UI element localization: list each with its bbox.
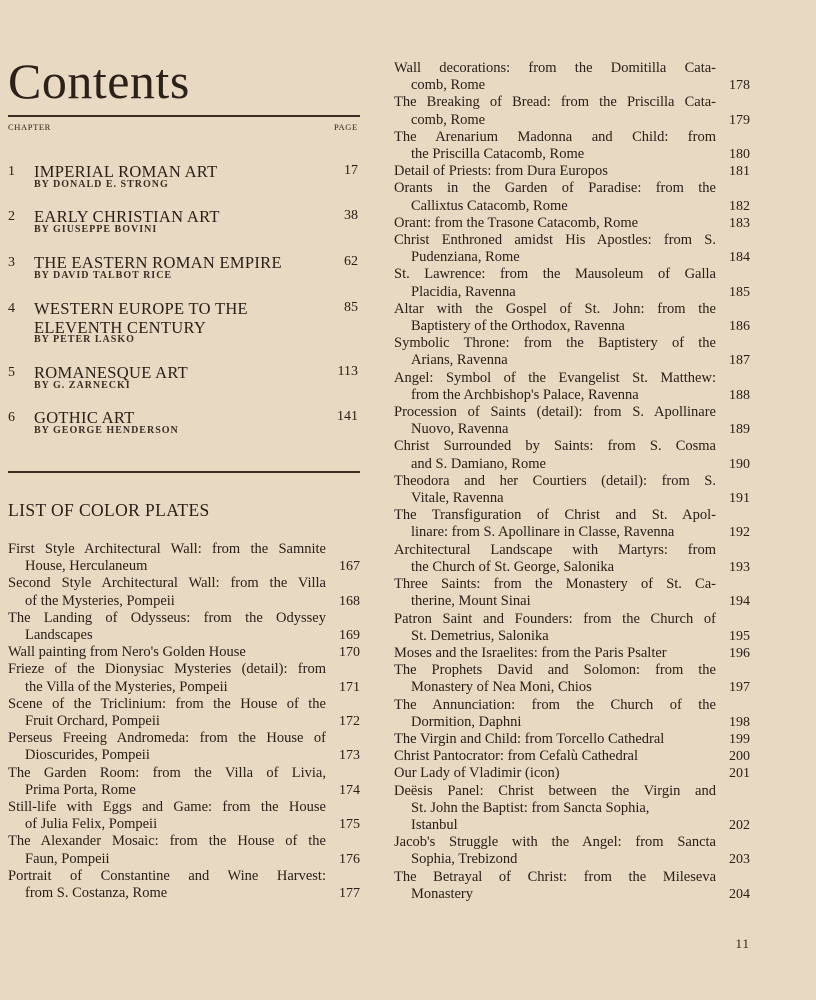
plate-title-line: The Arenarium Madonna and Child: from <box>394 128 716 145</box>
plate-page: 193 <box>729 559 750 575</box>
plate-page: 196 <box>729 645 750 661</box>
plate-entry <box>394 765 750 782</box>
plate-page: 198 <box>729 714 750 730</box>
plate-title-line: Prima Porta, Rome <box>25 781 136 798</box>
plate-title-line: Frieze of the Dionysiac Mysteries (detail): from <box>8 661 326 678</box>
plate-title-line: The Virgin and Child: from Torcello Cathedral <box>394 730 665 747</box>
plate-entry <box>394 215 750 232</box>
plate-title-line: St. Demetrius, Salonika <box>411 627 549 644</box>
plate-page: 189 <box>729 422 750 438</box>
plate-title-line: The Alexander Mosaic: from the House of the <box>8 833 326 850</box>
chapter-number: 6 <box>8 410 15 425</box>
plate-title-line: from the Archbishop's Palace, Ravenna <box>411 386 639 403</box>
plate-entry <box>394 163 750 180</box>
plate-title-line: the Villa of the Mysteries, Pompeii <box>25 678 228 695</box>
chapter-number: 1 <box>8 164 15 179</box>
plate-title-line: Orant: from the Trasone Catacomb, Rome <box>394 214 639 231</box>
plate-title-line: The Garden Room: from the Villa of Livia, <box>8 764 326 781</box>
plate-entry <box>8 661 360 695</box>
plate-entry <box>394 697 750 731</box>
plate-entry <box>394 404 750 438</box>
chapter-title: WESTERN EUROPE TO THE ELEVENTH CENTURY <box>34 299 248 337</box>
plate-page: 179 <box>729 112 750 128</box>
plate-title-line: Deësis Panel: Christ between the Virgin and <box>394 782 716 799</box>
chapter-title: EARLY CHRISTIAN ART <box>34 207 220 226</box>
plate-page: 174 <box>339 782 360 798</box>
plate-title-line: The Betrayal of Christ: from the Mileseva <box>394 868 716 885</box>
plate-entry <box>394 266 750 300</box>
plate-entry <box>394 301 750 335</box>
plate-title-line: Christ Pantocrator: from Cefalù Cathedral <box>394 748 639 765</box>
chapter-page: 38 <box>344 208 358 223</box>
plate-page: 194 <box>729 594 750 610</box>
plate-page: 195 <box>729 628 750 644</box>
plate-title-line: First Style Architectural Wall: from the Samnite <box>8 541 326 557</box>
plate-title-line: Placidia, Ravenna <box>411 283 516 300</box>
chapter-page: 141 <box>337 409 358 424</box>
plate-page: 188 <box>729 387 750 403</box>
plate-page: 191 <box>729 491 750 507</box>
plate-page: 177 <box>339 886 360 902</box>
plate-entry <box>394 438 750 472</box>
plate-title-line: Still-life with Eggs and Game: from the House <box>8 799 326 816</box>
plate-entry <box>394 748 750 765</box>
plate-entry <box>394 542 750 576</box>
plate-entry <box>394 129 750 163</box>
plate-title-line: House, Herculaneum <box>25 558 148 575</box>
plate-title-line: the Priscilla Catacomb, Rome <box>411 146 585 163</box>
plate-title-line: Our Lady of Vladimir (icon) <box>394 765 560 782</box>
plate-page: 186 <box>729 319 750 335</box>
chapter-page: 17 <box>344 163 358 178</box>
plate-entry <box>394 60 750 94</box>
plate-entry <box>8 799 360 833</box>
plate-title-line: Baptistery of the Orthodox, Ravenna <box>411 318 625 335</box>
plate-title-line: from S. Costanza, Rome <box>25 885 168 902</box>
plate-page: 200 <box>729 749 750 765</box>
plate-title-line: Nuovo, Ravenna <box>411 421 509 438</box>
plate-page: 184 <box>729 250 750 266</box>
plate-title-line: Arians, Ravenna <box>411 352 508 369</box>
chapter-page: 62 <box>344 254 358 269</box>
plate-entry <box>8 696 360 730</box>
plate-entry <box>8 644 360 661</box>
plates-right-column <box>394 60 750 903</box>
chapter-author: BY DONALD E. STRONG <box>34 179 169 190</box>
plate-entry <box>8 730 360 764</box>
plate-entry <box>394 576 750 610</box>
chapter-author: BY DAVID TALBOT RICE <box>34 270 173 281</box>
plate-page: 170 <box>339 645 360 661</box>
plate-title-line: Detail of Priests: from Dura Europos <box>394 163 608 180</box>
chapter-author: BY PETER LASKO <box>34 334 135 345</box>
plate-page: 178 <box>729 78 750 94</box>
plate-title-line: Landscapes <box>25 627 93 644</box>
plate-title-line: Architectural Landscape with Martyrs: from <box>394 541 716 558</box>
plate-title-line: Pudenziana, Rome <box>411 249 520 266</box>
plate-entry <box>394 662 750 696</box>
plate-title-line: comb, Rome <box>411 77 486 94</box>
plate-page: 181 <box>729 164 750 180</box>
plate-title-line: Scene of the Triclinium: from the House of the <box>8 695 326 712</box>
page-title: Contents <box>8 53 190 109</box>
plate-title-line: Angel: Symbol of the Evangelist St. Matthew: <box>394 369 716 386</box>
plate-page: 203 <box>729 852 750 868</box>
plate-page: 183 <box>729 215 750 231</box>
plate-title-line: Jacob's Struggle with the Angel: from Sancta <box>394 834 716 851</box>
plate-title-line: Christ Enthroned amidst His Apostles: from S. <box>394 232 716 249</box>
plate-entry <box>394 473 750 507</box>
plate-entry <box>8 575 360 609</box>
plate-page: 187 <box>729 353 750 369</box>
plate-title-line: Vitale, Ravenna <box>411 490 504 507</box>
chapter-author: BY GIUSEPPE BOVINI <box>34 224 158 235</box>
plate-title-line: St. Lawrence: from the Mausoleum of Galla <box>394 266 716 283</box>
plate-entry <box>8 868 360 902</box>
plate-entry <box>394 335 750 369</box>
chapter-author: BY G. ZARNECKI <box>34 380 131 391</box>
chapter-page: 113 <box>337 364 358 379</box>
plate-title-line: Procession of Saints (detail): from S. Apollinare <box>394 404 716 421</box>
plate-title-line: Three Saints: from the Monastery of St. Ca- <box>394 576 716 593</box>
plate-title-line: Dormition, Daphni <box>411 713 522 730</box>
plate-page: 185 <box>729 284 750 300</box>
plate-title-line: Moses and the Israelites: from the Paris Psalter <box>394 644 667 661</box>
plate-title-line: the Church of St. George, Salonika <box>411 558 615 575</box>
plate-title-line: Wall decorations: from the Domitilla Cata- <box>394 60 716 76</box>
plate-entry <box>8 765 360 799</box>
plate-title-line: The Annunciation: from the Church of the <box>394 696 716 713</box>
plate-page: 168 <box>339 593 360 609</box>
plate-entry <box>394 645 750 662</box>
plate-title-line: Wall painting from Nero's Golden House <box>8 644 246 661</box>
page-number: 11 <box>735 936 750 951</box>
plate-page: 199 <box>729 731 750 747</box>
plate-title-line: Orants in the Garden of Paradise: from the <box>394 180 716 197</box>
plate-title-line: therine, Mount Sinai <box>411 593 531 610</box>
plate-entry <box>8 833 360 867</box>
chapter-page: 85 <box>344 300 358 315</box>
plates-title: LIST OF COLOR PLATES <box>8 500 210 520</box>
plate-page: 192 <box>729 525 750 541</box>
plate-page: 176 <box>339 851 360 867</box>
plate-title-line: Sophia, Trebizond <box>411 851 518 868</box>
plate-title-line: Perseus Freeing Andromeda: from the House of <box>8 730 326 747</box>
plate-title-line: Second Style Architectural Wall: from the Villa <box>8 575 326 592</box>
plate-entry <box>394 783 750 835</box>
chapter-author: BY GEORGE HENDERSON <box>34 425 179 436</box>
plate-title-line: Altar with the Gospel of St. John: from the <box>394 300 716 317</box>
plate-page: 171 <box>339 679 360 695</box>
plate-title-line: Fruit Orchard, Pompeii <box>25 713 160 730</box>
plate-page: 202 <box>729 817 750 833</box>
chapter-number: 4 <box>8 301 15 316</box>
plate-title-line: Faun, Pompeii <box>25 850 110 867</box>
section-rule <box>8 471 360 473</box>
plate-page: 175 <box>339 817 360 833</box>
plate-entry <box>394 834 750 868</box>
chapter-number: 5 <box>8 365 15 380</box>
chapter-header: CHAPTER <box>8 122 51 132</box>
plate-page: 204 <box>729 886 750 902</box>
plate-title-line: linare: from S. Apollinare in Classe, Ravenna <box>411 524 675 541</box>
plate-title-line: Christ Surrounded by Saints: from S. Cosma <box>394 438 716 455</box>
chapter-title: GOTHIC ART <box>34 408 135 427</box>
plate-title-line: Patron Saint and Founders: from the Church of <box>394 610 716 627</box>
chapter-number: 3 <box>8 255 15 270</box>
plate-title-line: The Prophets David and Solomon: from the <box>394 662 716 679</box>
plate-title-line: Symbolic Throne: from the Baptistery of the <box>394 335 716 352</box>
plate-title-line: The Breaking of Bread: from the Priscilla Cata- <box>394 94 716 111</box>
plate-entry <box>394 370 750 404</box>
plate-page: 172 <box>339 714 360 730</box>
plate-title-line: Callixtus Catacomb, Rome <box>411 197 568 214</box>
plate-title-line: The Landing of Odysseus: from the Odyssey <box>8 609 326 626</box>
plate-entry <box>394 232 750 266</box>
plate-page: 180 <box>729 147 750 163</box>
plate-entry <box>394 180 750 214</box>
plate-title-line: Portrait of Constantine and Wine Harvest: <box>8 867 326 884</box>
chapter-number: 2 <box>8 209 15 224</box>
plate-title-line: The Transfiguration of Christ and St. Apol- <box>394 507 716 524</box>
plate-page: 197 <box>729 680 750 696</box>
chapter-title: THE EASTERN ROMAN EMPIRE <box>34 253 282 272</box>
plate-entry <box>8 610 360 644</box>
plate-title-line: of Julia Felix, Pompeii <box>25 816 158 833</box>
plate-page: 167 <box>339 559 360 575</box>
plate-page: 182 <box>729 198 750 214</box>
plate-page: 173 <box>339 748 360 764</box>
plate-entry <box>394 507 750 541</box>
chapter-title: IMPERIAL ROMAN ART <box>34 162 218 181</box>
plate-title-line: Theodora and her Courtiers (detail): from S. <box>394 472 716 489</box>
plate-page: 201 <box>729 766 750 782</box>
plate-title-line: comb, Rome <box>411 111 486 128</box>
title-rule <box>8 115 360 117</box>
plate-title-line: and S. Damiano, Rome <box>411 455 546 472</box>
plate-entry <box>394 869 750 903</box>
plate-title-line: Istanbul <box>411 816 458 833</box>
plate-entry <box>8 541 360 575</box>
plate-entry <box>394 94 750 128</box>
plate-entry <box>394 611 750 645</box>
plate-title-line: St. John the Baptist: from Sancta Sophia, <box>411 799 650 816</box>
plate-title-line: Monastery of Nea Moni, Chios <box>411 679 592 696</box>
plate-title-line: Monastery <box>411 885 474 902</box>
page-header: PAGE <box>334 122 358 132</box>
plate-title-line: of the Mysteries, Pompeii <box>25 592 175 609</box>
plate-entry <box>394 731 750 748</box>
plates-left-column <box>8 541 360 902</box>
plate-page: 190 <box>729 456 750 472</box>
plate-title-line: Dioscurides, Pompeii <box>25 747 150 764</box>
chapter-title: ROMANESQUE ART <box>34 363 189 382</box>
plate-page: 169 <box>339 628 360 644</box>
